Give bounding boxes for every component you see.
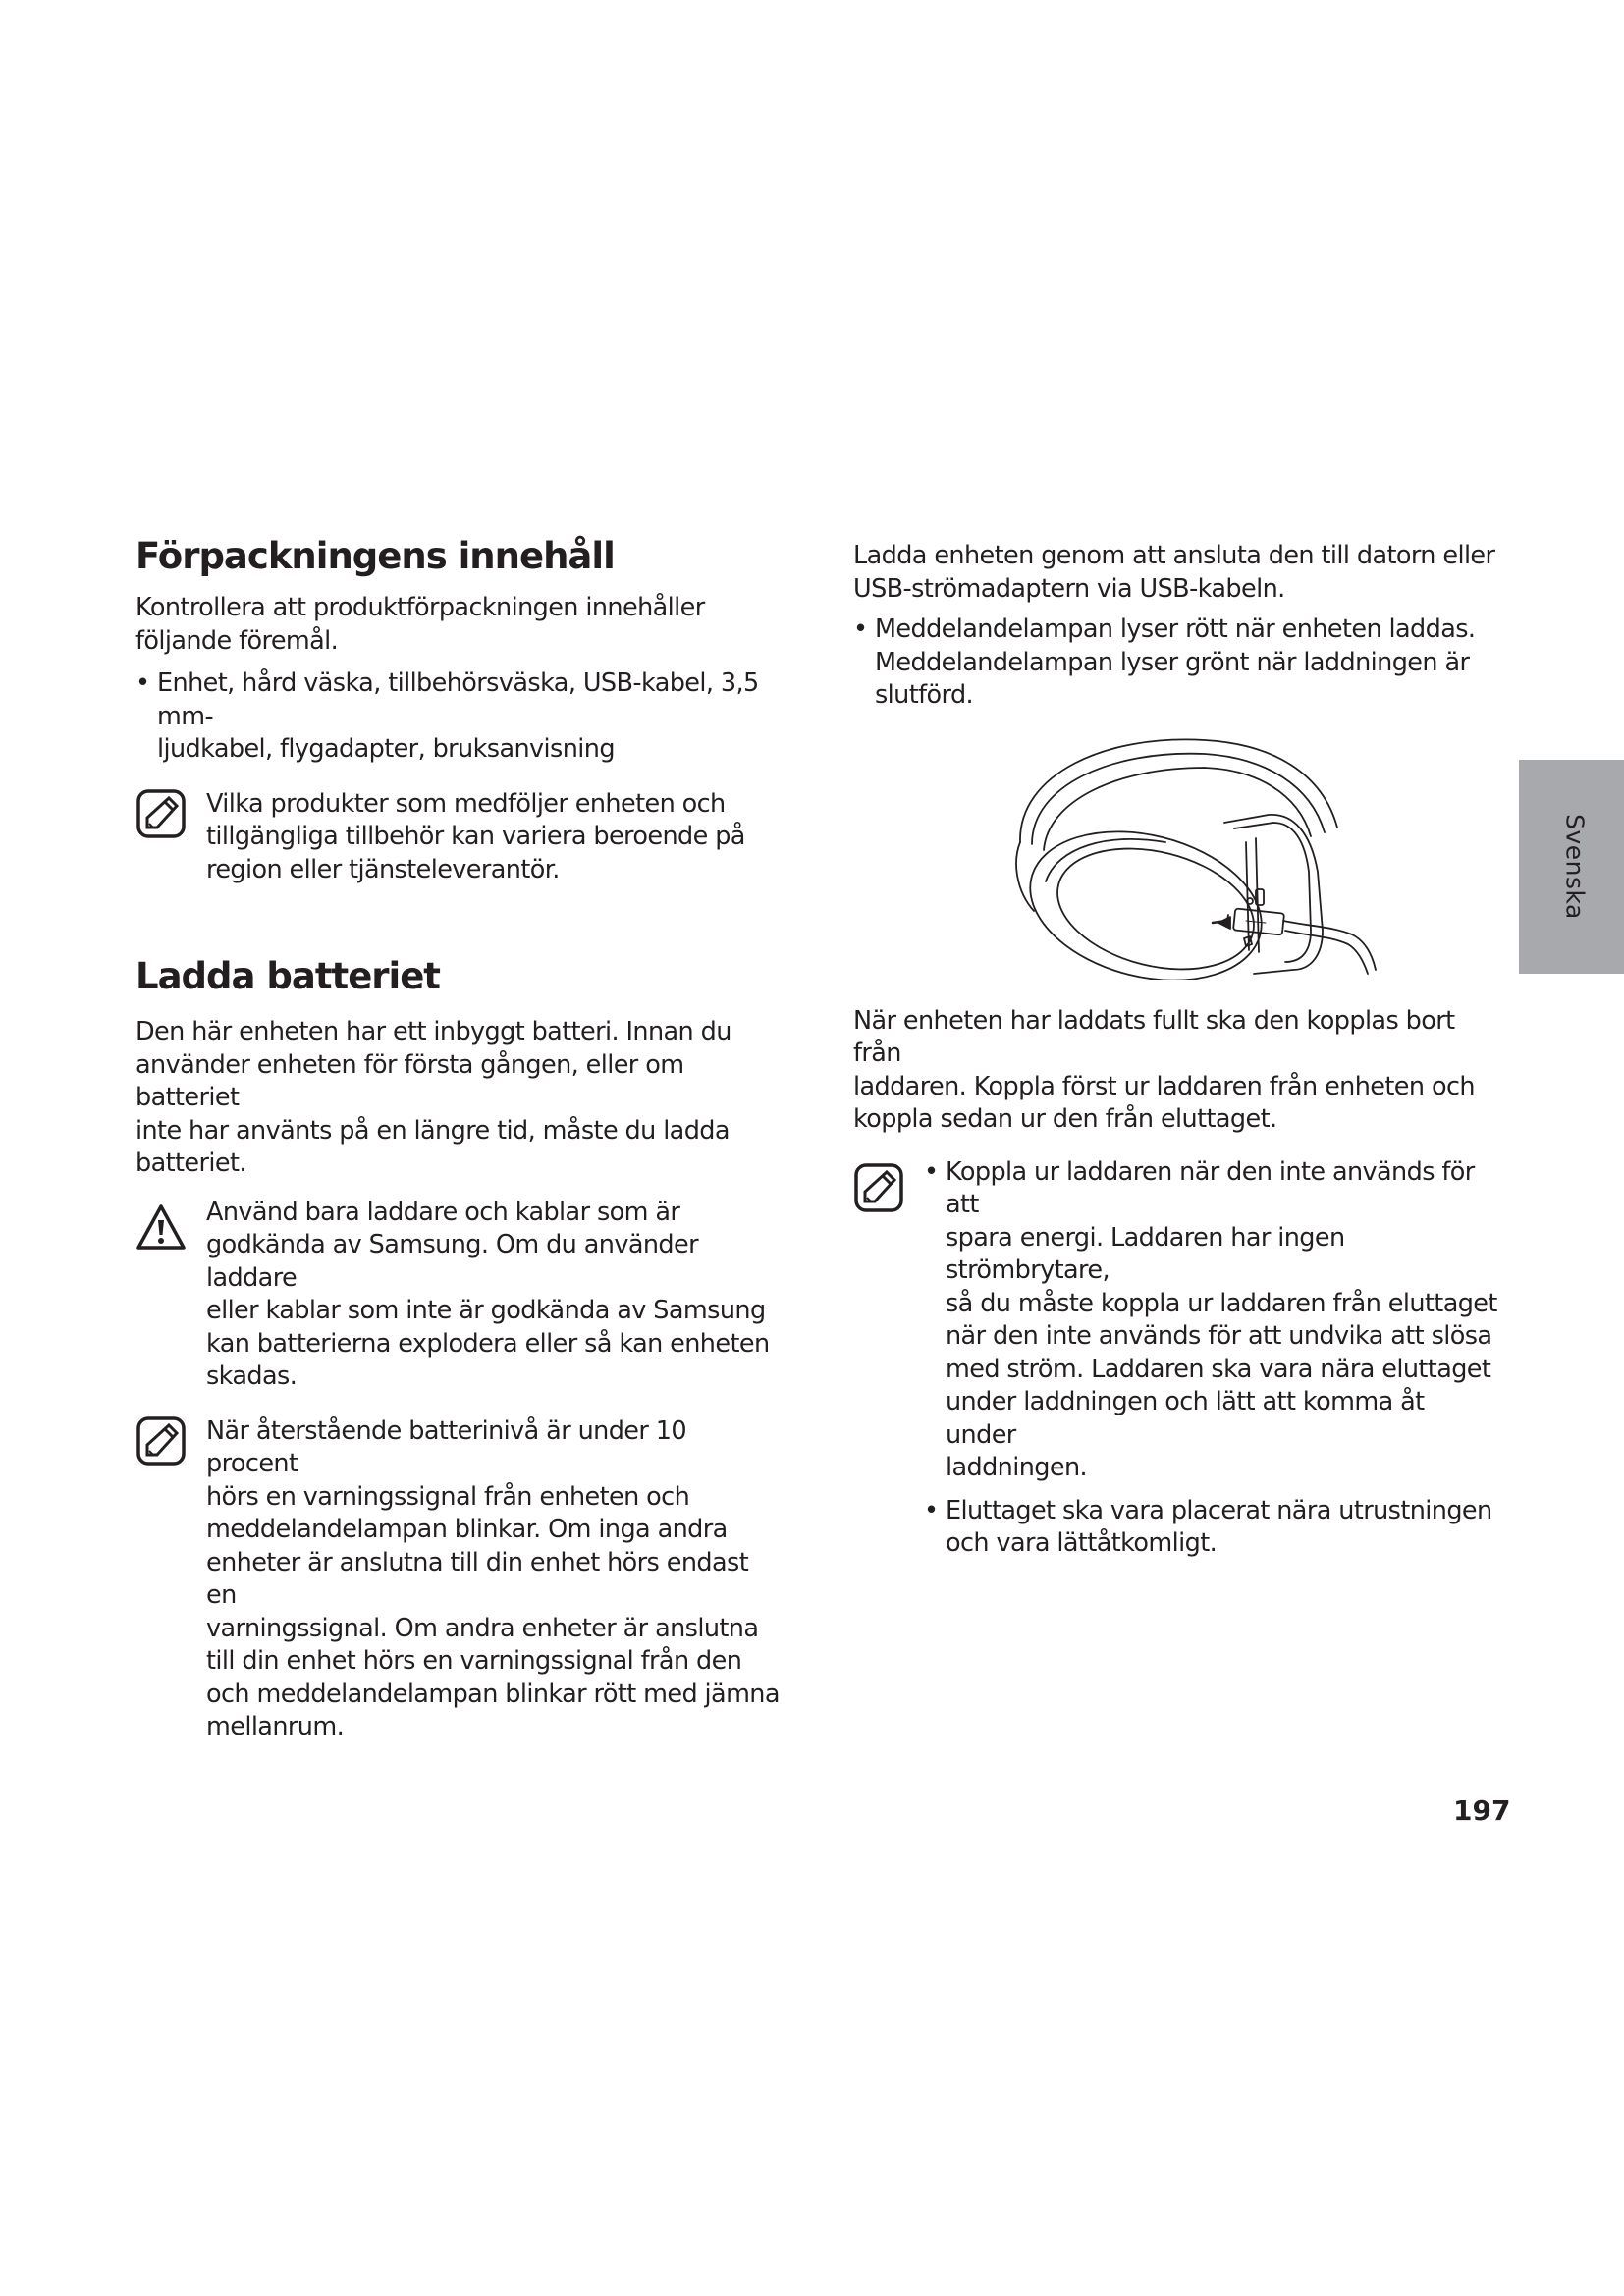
page-number: 197 — [1453, 1794, 1511, 1827]
text-line: spara energi. Laddaren har ingen strömbrytare, — [946, 1222, 1345, 1285]
left-column — [135, 535, 784, 1744]
text-line: Den här enheten har ett inbyggt batteri. Innan du — [135, 1017, 731, 1046]
warning-triangle-icon — [135, 1202, 187, 1254]
note-low-battery — [135, 1415, 784, 1744]
note-unplug-charger — [853, 1156, 1501, 1561]
text-line: laddningen. — [946, 1453, 1088, 1482]
text-line: • Enhet, hård väska, tillbehörsväska, USB-kabel, 3,5 mm- — [157, 668, 759, 731]
note-bullet-outlet — [924, 1495, 1501, 1561]
text-line: USB-strömadaptern via USB-kabeln. — [853, 573, 1285, 604]
text-line: Meddelandelampan lyser grönt när laddningen är — [875, 647, 1470, 677]
text-line: använder enheten för första gången, eller om batteriet — [135, 1049, 684, 1112]
package-contents-bullet — [135, 667, 784, 767]
text-line: eller kablar som inte är godkända av Samsung — [206, 1296, 766, 1325]
language-side-tab — [1519, 760, 1624, 974]
text-line: tillgängliga tillbehör kan variera beroende på — [206, 822, 745, 851]
text-line: region eller tjänsteleverantör. — [206, 854, 560, 884]
note-pencil-icon — [135, 1415, 187, 1467]
text-line: enheter är anslutna till din enhet hörs endast en — [206, 1547, 749, 1610]
text-line: mellanrum. — [206, 1712, 345, 1741]
text-line: • Eluttaget ska vara placerat nära utrustningen — [946, 1495, 1492, 1525]
text-line: till din enhet hörs en varningssignal från den — [206, 1646, 742, 1676]
note-pencil-icon — [853, 1162, 904, 1213]
text-line: godkända av Samsung. Om du använder laddare — [206, 1230, 698, 1293]
text-line: med ström. Laddaren ska vara nära eluttaget — [946, 1354, 1491, 1384]
text-line: koppla sedan ur den från eluttaget. — [853, 1104, 1277, 1134]
section-title-charge-battery: Ladda batteriet — [135, 955, 440, 997]
text-line: och meddelandelampan blinkar rött med jämna — [206, 1679, 780, 1709]
package-intro — [135, 592, 784, 658]
text-line: batteriet. — [135, 1148, 246, 1178]
text-line: följande föremål. — [135, 625, 339, 656]
charge-instructions — [853, 540, 1501, 606]
right-column — [853, 540, 1501, 1561]
unplug-instructions — [853, 1005, 1501, 1137]
text-line: kan batterierna explodera eller så kan enheten — [206, 1328, 770, 1359]
indicator-light-bullet — [853, 614, 1501, 713]
language-label: Svenska — [1560, 814, 1590, 920]
note-pencil-icon — [135, 788, 187, 839]
text-line: under laddningen och lätt att komma åt under — [946, 1387, 1425, 1450]
note-bullet-save-energy — [924, 1156, 1501, 1485]
text-line: slutförd. — [875, 680, 974, 710]
text-line: när den inte används för att undvika att slösa — [946, 1321, 1492, 1351]
note-package-variation — [135, 788, 784, 887]
warning-charger — [135, 1197, 784, 1394]
text-line: När återstående batterinivå är under 10 procent — [206, 1415, 687, 1478]
text-line: ljudkabel, flygadapter, bruksanvisning — [157, 734, 615, 764]
charge-intro — [135, 1016, 784, 1181]
text-line: och vara lättåtkomligt. — [946, 1528, 1218, 1558]
section-title-package-contents: Förpackningens innehåll — [135, 535, 615, 577]
text-line: meddelandelampan blinkar. Om inga andra — [206, 1515, 728, 1544]
text-line: • Meddelandelampan lyser rött när enheten laddas. — [875, 614, 1476, 644]
text-line: varningssignal. Om andra enheter är anslutna — [206, 1613, 759, 1643]
text-line: laddaren. Koppla först ur laddaren från enheten och — [853, 1071, 1475, 1101]
text-line: hörs en varningssignal från enheten och — [206, 1481, 690, 1512]
text-line: skadas. — [206, 1362, 298, 1391]
text-line: Kontrollera att produktförpackningen innehåller — [135, 593, 705, 622]
text-line: Ladda enheten genom att ansluta den till datorn eller — [853, 541, 1495, 570]
text-line: Använd bara laddare och kablar som är — [206, 1197, 680, 1227]
text-line: Vilka produkter som medföljer enheten och — [206, 788, 726, 819]
text-line: så du måste koppla ur laddaren från eluttaget — [946, 1288, 1497, 1318]
text-line: inte har använts på en längre tid, måste du ladda — [135, 1115, 730, 1146]
headphone-charging-illustration — [999, 734, 1381, 980]
text-line: • Koppla ur laddaren när den inte används för att — [946, 1156, 1475, 1219]
text-line: När enheten har laddats fullt ska den kopplas bort från — [853, 1005, 1455, 1068]
